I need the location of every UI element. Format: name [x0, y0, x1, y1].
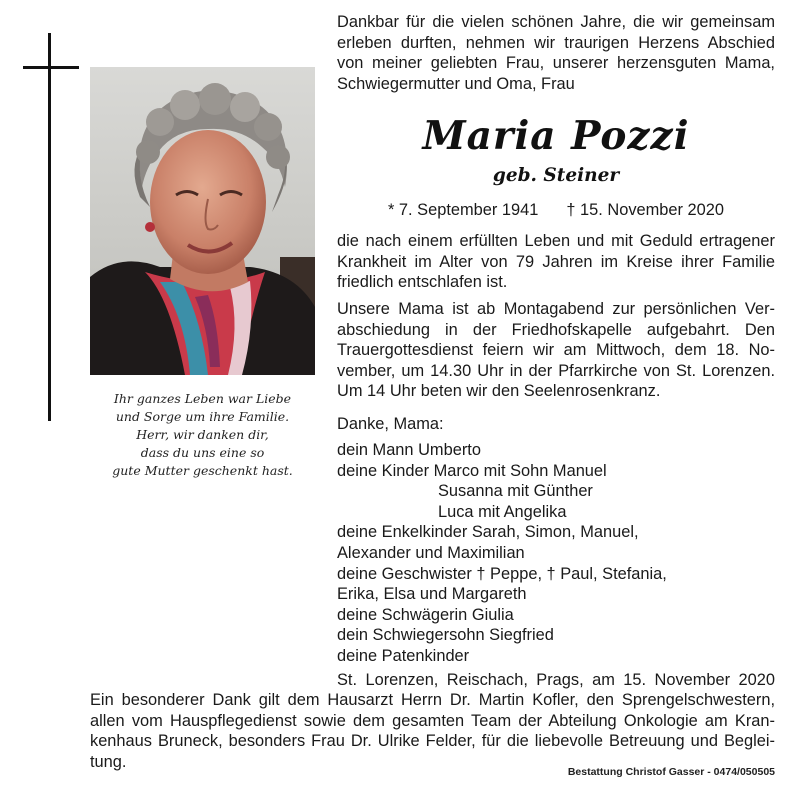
paragraph-line: Um 14 Uhr beten wir den Seelenrosenkranz.	[337, 382, 661, 401]
mourners-list	[337, 440, 777, 667]
paragraph-line: friedlich entschlafen ist.	[337, 273, 508, 292]
mourner-line: dein Mann Umberto	[337, 441, 481, 459]
passing-paragraph	[337, 231, 775, 293]
deceased-name: Maria Pozzi	[422, 113, 690, 159]
quote-line: gute Mutter geschenkt hast.	[112, 463, 293, 478]
place-and-date: St. Lorenzen, Reischach, Prags, am 15. November 2020	[337, 671, 775, 689]
mourner-line: Erika, Elsa und Margareth	[337, 585, 527, 604]
closing-line: Ein besonderer Dank gilt dem Hausarzt Herrn Dr. Martin Kofler, den Sprengelschwestern,	[90, 691, 775, 709]
intro-paragraph	[337, 12, 775, 94]
service-paragraph	[337, 299, 775, 402]
closing-line: tung.	[90, 752, 127, 771]
paragraph-line: vember, um 14.30 Uhr in der Pfarrkirche von St. Lorenzen.	[337, 361, 775, 380]
paragraph-line: Trauergottesdienst feiern wir am Mittwoch, dem 18. No-	[337, 341, 775, 360]
closing-line: kenhaus Bruneck, besonders Frau Dr. Ulrike Felder, für die liebevolle Betreuung und Beglei-	[90, 732, 775, 751]
thanks-heading: Danke, Mama:	[337, 415, 444, 433]
mourner-line: Susanna mit Günther	[438, 482, 593, 501]
maiden-name: geb. Steiner	[492, 165, 620, 186]
paragraph-line: Unsere Mama ist ab Montagabend zur persönlichen Ver-	[337, 300, 775, 318]
intro-line: erleben durften, nehmen wir traurigen Herzens Abschied	[337, 33, 775, 52]
quote-line: dass du uns eine so	[140, 445, 265, 460]
mourner-line: Luca mit Angelika	[438, 502, 567, 521]
intro-line: von meiner geliebten Frau, unserer herzensguten Mama,	[337, 54, 775, 73]
intro-line: Dankbar für die vielen schönen Jahre, die wir gemeinsam	[337, 13, 775, 31]
memorial-quote	[90, 390, 315, 480]
mourner-line: deine Schwägerin Giulia	[337, 605, 514, 624]
paragraph-line: abschiedung in der Friedhofskapelle aufgebahrt. Den	[337, 320, 775, 339]
quote-line: Herr, wir danken dir,	[136, 427, 269, 442]
mourner-line: Alexander und Maximilian	[337, 543, 525, 562]
cross-icon-bar	[23, 66, 79, 69]
intro-line: Schwiegermutter und Oma, Frau	[337, 74, 575, 93]
quote-line: Ihr ganzes Leben war Liebe	[113, 391, 292, 406]
life-dates	[337, 199, 775, 221]
paragraph-line: Krankheit im Alter von 79 Jahren im Kreise ihrer Familie	[337, 252, 775, 271]
paragraph-line: die nach einem erfüllten Leben und mit Geduld ertragener	[337, 232, 775, 250]
closing-acknowledgement	[90, 690, 775, 772]
closing-line: allen vom Hauspflegedienst sowie dem gesamten Team der Abteilung Onkologie am Kran-	[90, 711, 775, 730]
mourner-line: deine Kinder Marco mit Sohn Manuel	[337, 461, 607, 480]
mourner-line: deine Geschwister † Peppe, † Paul, Stefania,	[337, 564, 667, 583]
mourner-line: deine Enkelkinder Sarah, Simon, Manuel,	[337, 523, 639, 542]
quote-line: und Sorge um ihre Familie.	[115, 409, 290, 424]
portrait-photo	[90, 67, 315, 375]
death-date: † 15. November 2020	[566, 201, 724, 219]
mourner-line: deine Patenkinder	[337, 646, 470, 665]
undertaker-credit: Bestattung Christof Gasser - 0474/050505	[567, 766, 775, 778]
birth-date: * 7. September 1941	[388, 201, 539, 219]
mourner-line: dein Schwiegersohn Siegfried	[337, 626, 554, 645]
cross-icon	[48, 33, 51, 421]
